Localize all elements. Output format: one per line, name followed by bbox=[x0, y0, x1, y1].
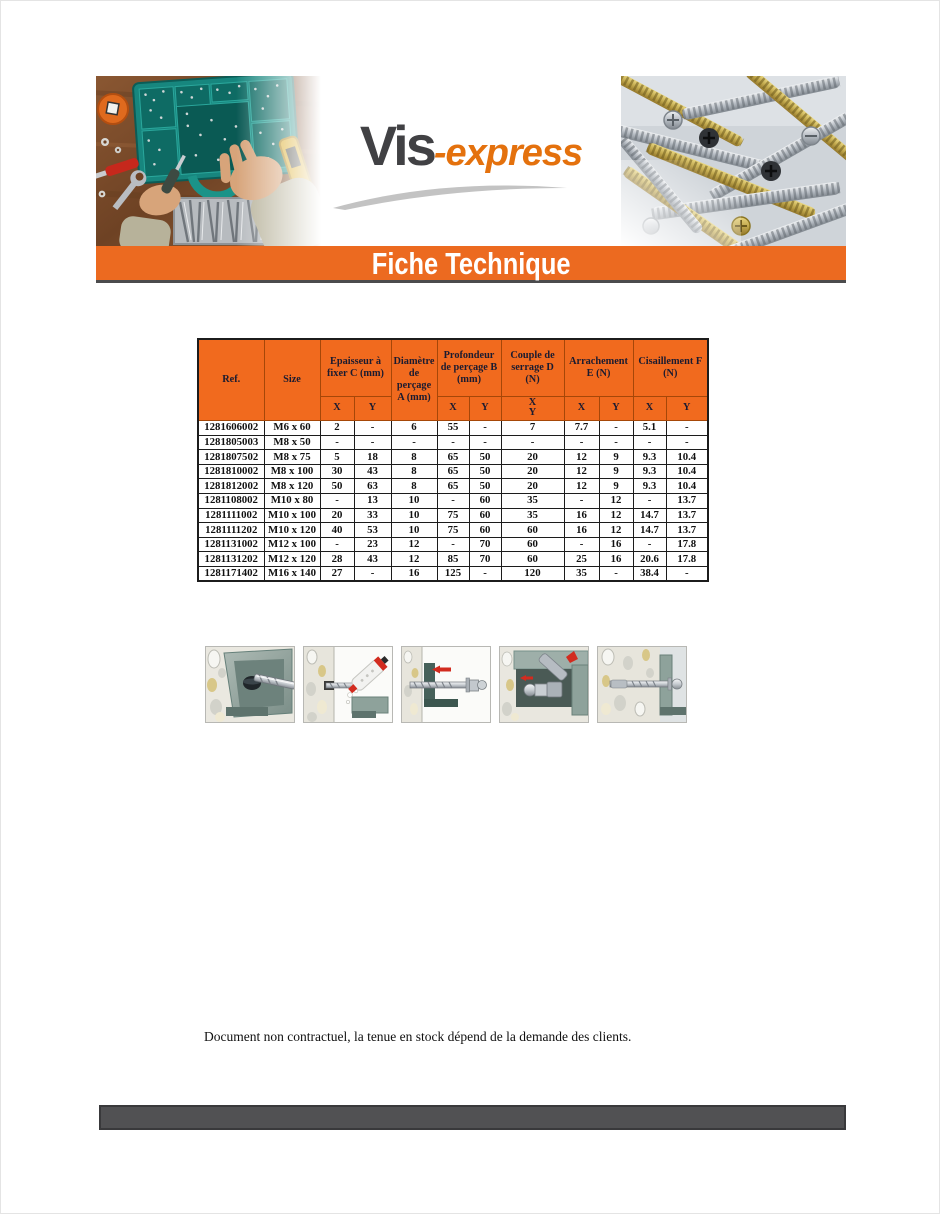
header bbox=[96, 76, 846, 246]
table-cell: M12 x 120 bbox=[264, 552, 320, 567]
table-cell: 60 bbox=[469, 523, 501, 538]
table-row bbox=[198, 479, 708, 494]
subheader-y: Y bbox=[666, 396, 708, 421]
header-couple: Couple de serrage D (N) bbox=[501, 339, 564, 396]
table-cell: 65 bbox=[437, 479, 469, 494]
table-cell: 14.7 bbox=[633, 508, 666, 523]
table-cell: 17.8 bbox=[666, 537, 708, 552]
table-cell: 16 bbox=[564, 508, 599, 523]
table-cell: 35 bbox=[501, 494, 564, 509]
table-cell: M8 x 120 bbox=[264, 479, 320, 494]
note-text: Document non contractuel, la tenue en stock dépend de la demande des clients. bbox=[204, 1029, 632, 1044]
table-cell: 43 bbox=[354, 464, 391, 479]
table-cell: 1281111002 bbox=[198, 508, 264, 523]
table-cell: 20 bbox=[501, 479, 564, 494]
table-cell: - bbox=[320, 435, 354, 450]
table-cell: 50 bbox=[320, 479, 354, 494]
table-row bbox=[198, 450, 708, 465]
table-cell: 14.7 bbox=[633, 523, 666, 538]
table-cell: 9 bbox=[599, 450, 633, 465]
subheader-x: X bbox=[437, 396, 469, 421]
table-cell: - bbox=[666, 421, 708, 436]
subheader-x: X bbox=[633, 396, 666, 421]
table-cell: 120 bbox=[501, 567, 564, 582]
header-cisaillement: Cisaillement F (N) bbox=[633, 339, 708, 396]
screws-photo bbox=[621, 76, 846, 246]
table-cell: 16 bbox=[391, 567, 437, 582]
subheader-xy: X Y bbox=[501, 396, 564, 421]
table-cell: 60 bbox=[501, 523, 564, 538]
table-cell: M16 x 140 bbox=[264, 567, 320, 582]
table-cell: 8 bbox=[391, 479, 437, 494]
table-cell: 1281111202 bbox=[198, 523, 264, 538]
table-cell: - bbox=[633, 537, 666, 552]
table-cell: 13.7 bbox=[666, 494, 708, 509]
table-cell: 1281171402 bbox=[198, 567, 264, 582]
table-cell: 27 bbox=[320, 567, 354, 582]
table-cell: 8 bbox=[391, 450, 437, 465]
table-cell: 12 bbox=[564, 464, 599, 479]
subheader-y: Y bbox=[469, 396, 501, 421]
table-cell: 60 bbox=[469, 494, 501, 509]
table-cell: 1281807502 bbox=[198, 450, 264, 465]
table-row bbox=[198, 552, 708, 567]
table-cell: 1281131002 bbox=[198, 537, 264, 552]
table-cell: M12 x 100 bbox=[264, 537, 320, 552]
table-row bbox=[198, 464, 708, 479]
table-cell: 16 bbox=[599, 537, 633, 552]
table-cell: - bbox=[320, 537, 354, 552]
table-cell: 1281812002 bbox=[198, 479, 264, 494]
header-size: Size bbox=[264, 339, 320, 421]
table-cell: 35 bbox=[564, 567, 599, 582]
table-cell: - bbox=[437, 537, 469, 552]
table-cell: 1281131202 bbox=[198, 552, 264, 567]
table-cell: 12 bbox=[391, 537, 437, 552]
anchor-installed-step-image bbox=[597, 646, 687, 723]
subheader-x: X bbox=[320, 396, 354, 421]
table-cell: 35 bbox=[501, 508, 564, 523]
table-cell: 70 bbox=[469, 552, 501, 567]
table-cell: 9.3 bbox=[633, 450, 666, 465]
table-cell: 30 bbox=[320, 464, 354, 479]
installation-steps bbox=[205, 646, 687, 723]
table-cell: - bbox=[469, 435, 501, 450]
table-cell: 7.7 bbox=[564, 421, 599, 436]
subheader-x: X bbox=[564, 396, 599, 421]
table-row bbox=[198, 494, 708, 509]
table-cell: 10 bbox=[391, 523, 437, 538]
insert-anchor-step-image bbox=[401, 646, 491, 723]
table-cell: 65 bbox=[437, 464, 469, 479]
table-cell: 7 bbox=[501, 421, 564, 436]
table-cell: - bbox=[354, 567, 391, 582]
table-cell: - bbox=[633, 435, 666, 450]
table-cell: 10 bbox=[391, 494, 437, 509]
table-cell: - bbox=[564, 494, 599, 509]
table-cell: - bbox=[666, 567, 708, 582]
table-cell: 55 bbox=[437, 421, 469, 436]
workbench-photo bbox=[96, 76, 321, 246]
table-cell: - bbox=[437, 435, 469, 450]
table-cell: 10.4 bbox=[666, 450, 708, 465]
spec-table-body bbox=[198, 421, 708, 582]
logo-vis-text: Vis bbox=[359, 114, 434, 177]
table-cell: - bbox=[501, 435, 564, 450]
drill-hole-step-image bbox=[205, 646, 295, 723]
table-cell: 12 bbox=[564, 479, 599, 494]
table-row bbox=[198, 435, 708, 450]
table-cell: 12 bbox=[391, 552, 437, 567]
table-cell: M8 x 100 bbox=[264, 464, 320, 479]
table-cell: 28 bbox=[320, 552, 354, 567]
table-cell: - bbox=[354, 435, 391, 450]
footer-bar bbox=[99, 1105, 846, 1130]
header-profondeur: Profondeur de perçage B (mm) bbox=[437, 339, 501, 396]
table-cell: 2 bbox=[320, 421, 354, 436]
table-row bbox=[198, 537, 708, 552]
table-cell: 16 bbox=[599, 552, 633, 567]
table-cell: 13.7 bbox=[666, 523, 708, 538]
table-cell: 9 bbox=[599, 479, 633, 494]
table-cell: 20 bbox=[501, 450, 564, 465]
table-cell: 13.7 bbox=[666, 508, 708, 523]
table-cell: 5.1 bbox=[633, 421, 666, 436]
table-row bbox=[198, 523, 708, 538]
subheader-y: Y bbox=[599, 396, 633, 421]
table-cell: 50 bbox=[469, 479, 501, 494]
table-cell: 9 bbox=[599, 464, 633, 479]
table-cell: 40 bbox=[320, 523, 354, 538]
table-cell: 1281810002 bbox=[198, 464, 264, 479]
table-cell: M10 x 100 bbox=[264, 508, 320, 523]
table-cell: 125 bbox=[437, 567, 469, 582]
table-cell: - bbox=[354, 421, 391, 436]
table-cell: - bbox=[391, 435, 437, 450]
table-cell: 85 bbox=[437, 552, 469, 567]
table-cell: - bbox=[469, 421, 501, 436]
table-cell: 50 bbox=[469, 450, 501, 465]
table-row bbox=[198, 508, 708, 523]
table-cell: 75 bbox=[437, 523, 469, 538]
header-diametre: Diamètre de perçage A (mm) bbox=[391, 339, 437, 421]
table-cell: 5 bbox=[320, 450, 354, 465]
table-cell: 12 bbox=[564, 450, 599, 465]
table-cell: - bbox=[633, 494, 666, 509]
subheader-y: Y bbox=[354, 396, 391, 421]
table-cell: - bbox=[599, 567, 633, 582]
table-cell: 12 bbox=[599, 508, 633, 523]
table-cell: - bbox=[599, 435, 633, 450]
table-cell: M10 x 120 bbox=[264, 523, 320, 538]
table-cell: 60 bbox=[501, 552, 564, 567]
table-row bbox=[198, 567, 708, 582]
table-cell: M8 x 75 bbox=[264, 450, 320, 465]
table-cell: M6 x 60 bbox=[264, 421, 320, 436]
header-epaisseur: Epaisseur à fixer C (mm) bbox=[320, 339, 391, 396]
table-cell: 20 bbox=[320, 508, 354, 523]
table-cell: 70 bbox=[469, 537, 501, 552]
table-cell: - bbox=[320, 494, 354, 509]
table-cell: - bbox=[666, 435, 708, 450]
table-cell: 10.4 bbox=[666, 464, 708, 479]
table-cell: 6 bbox=[391, 421, 437, 436]
table-cell: 9.3 bbox=[633, 479, 666, 494]
clean-hole-step-image bbox=[303, 646, 393, 723]
table-cell: 13 bbox=[354, 494, 391, 509]
banner bbox=[96, 246, 846, 283]
table-cell: 17.8 bbox=[666, 552, 708, 567]
table-cell: 12 bbox=[599, 494, 633, 509]
table-cell: - bbox=[564, 435, 599, 450]
table-cell: 25 bbox=[564, 552, 599, 567]
table-cell: - bbox=[437, 494, 469, 509]
banner-title: Fiche Technique bbox=[371, 245, 571, 281]
table-cell: 60 bbox=[469, 508, 501, 523]
table-cell: 18 bbox=[354, 450, 391, 465]
table-cell: - bbox=[469, 567, 501, 582]
table-cell: 20.6 bbox=[633, 552, 666, 567]
table-cell: M10 x 80 bbox=[264, 494, 320, 509]
table-cell: 8 bbox=[391, 464, 437, 479]
table-cell: 10 bbox=[391, 508, 437, 523]
header-ref: Ref. bbox=[198, 339, 264, 421]
spec-table bbox=[197, 338, 709, 582]
logo bbox=[321, 76, 621, 246]
table-row bbox=[198, 421, 708, 436]
table-cell: 1281606002 bbox=[198, 421, 264, 436]
table-cell: 23 bbox=[354, 537, 391, 552]
table-cell: - bbox=[599, 421, 633, 436]
table-cell: 50 bbox=[469, 464, 501, 479]
table-cell: 16 bbox=[564, 523, 599, 538]
table-cell: M8 x 50 bbox=[264, 435, 320, 450]
table-cell: 75 bbox=[437, 508, 469, 523]
table-cell: 1281805003 bbox=[198, 435, 264, 450]
table-cell: 20 bbox=[501, 464, 564, 479]
table-cell: 65 bbox=[437, 450, 469, 465]
table-cell: 1281108002 bbox=[198, 494, 264, 509]
logo-express-text: -express bbox=[433, 132, 583, 174]
table-cell: 10.4 bbox=[666, 479, 708, 494]
logo-swoosh bbox=[331, 176, 571, 210]
table-cell: 33 bbox=[354, 508, 391, 523]
header-arrachement: Arrachement E (N) bbox=[564, 339, 633, 396]
table-cell: 38.4 bbox=[633, 567, 666, 582]
table-cell: 12 bbox=[599, 523, 633, 538]
table-cell: 60 bbox=[501, 537, 564, 552]
table-cell: 9.3 bbox=[633, 464, 666, 479]
table-cell: 63 bbox=[354, 479, 391, 494]
tighten-nut-step-image bbox=[499, 646, 589, 723]
table-cell: 53 bbox=[354, 523, 391, 538]
table-cell: 43 bbox=[354, 552, 391, 567]
table-cell: - bbox=[564, 537, 599, 552]
